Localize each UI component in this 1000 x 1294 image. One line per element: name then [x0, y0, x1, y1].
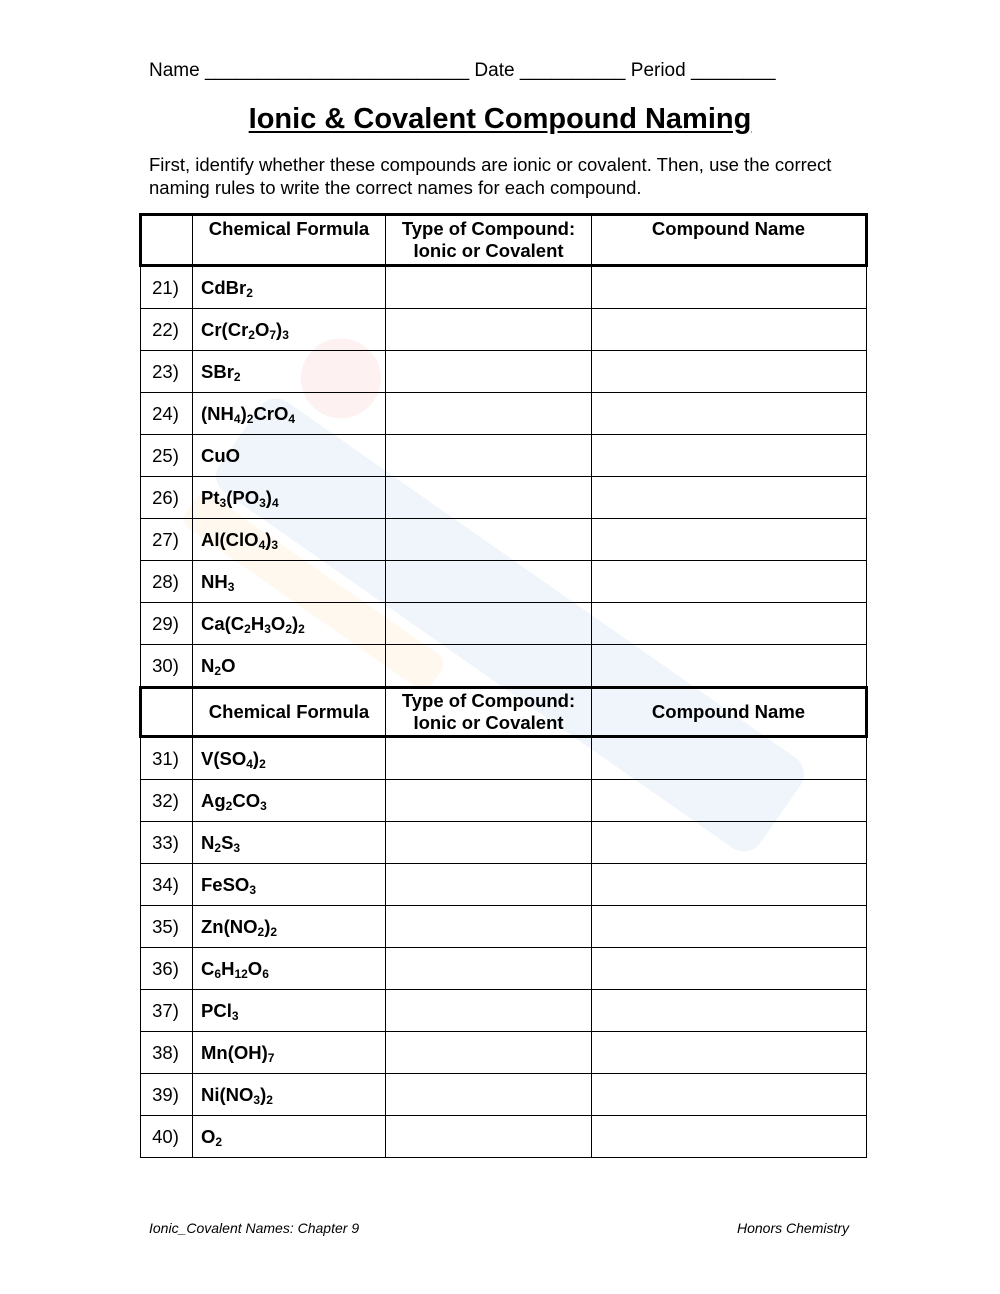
question-number: 38) [141, 1032, 193, 1074]
table-row [141, 864, 867, 906]
type-answer-cell[interactable] [386, 1032, 592, 1074]
formula-subscript: 2 [248, 327, 255, 342]
formula-text: CdBr [201, 276, 247, 298]
table-row [141, 561, 867, 603]
footer-course: Honors Chemistry [737, 1220, 850, 1236]
formula-text: (PO [226, 486, 260, 508]
table-row [141, 477, 867, 519]
formula-text: ) [265, 528, 272, 550]
chemical-formula [193, 351, 386, 393]
type-answer-cell[interactable] [386, 864, 592, 906]
formula-text: PCl [201, 999, 232, 1021]
formula-text: Pt [201, 486, 220, 508]
name-answer-cell[interactable] [592, 1116, 867, 1158]
table-row [141, 990, 867, 1032]
table-row [141, 603, 867, 645]
formula-subscript: 4 [246, 756, 253, 771]
formula-text: ) [264, 915, 271, 937]
formula-subscript: 2 [246, 411, 254, 426]
header-compound-name: Compound Name [592, 215, 867, 266]
type-answer-cell[interactable] [386, 603, 592, 645]
formula-subscript: 4 [258, 537, 266, 552]
formula-subscript: 3 [264, 621, 271, 636]
formula-subscript: 2 [214, 663, 222, 678]
name-answer-cell[interactable] [592, 1074, 867, 1116]
formula-text: CrO [253, 402, 289, 424]
formula-subscript: 3 [260, 798, 267, 813]
formula-text: (NH [201, 402, 234, 424]
type-answer-cell[interactable] [386, 737, 592, 780]
table-row [141, 351, 867, 393]
table-header-row [141, 215, 867, 266]
formula-subscript: 3 [249, 882, 257, 897]
formula-subscript: 6 [262, 966, 269, 981]
type-answer-cell[interactable] [386, 1116, 592, 1158]
chemical-formula [193, 906, 386, 948]
header-chemical-formula: Chemical Formula [193, 688, 386, 737]
formula-text: O [254, 318, 270, 340]
type-answer-cell[interactable] [386, 906, 592, 948]
header-number-cell [141, 215, 193, 266]
formula-subscript: 2 [233, 369, 241, 384]
header-type-of-compound [386, 688, 592, 737]
name-answer-cell[interactable] [592, 477, 867, 519]
type-answer-cell[interactable] [386, 1074, 592, 1116]
footer-chapter: Ionic_Covalent Names: Chapter 9 [149, 1220, 360, 1236]
chemical-formula [193, 1074, 386, 1116]
chemical-formula [193, 519, 386, 561]
question-number: 28) [141, 561, 193, 603]
formula-subscript: 2 [215, 1134, 223, 1149]
name-answer-cell[interactable] [592, 351, 867, 393]
formula-subscript: 3 [253, 1092, 261, 1107]
formula-subscript: 2 [285, 621, 292, 636]
table-header-row [141, 688, 867, 737]
formula-subscript: 3 [219, 495, 227, 510]
formula-text: Al(ClO [201, 528, 259, 550]
name-answer-cell[interactable] [592, 948, 867, 990]
name-answer-cell[interactable] [592, 309, 867, 351]
formula-text: NH [201, 570, 228, 592]
type-answer-cell[interactable] [386, 519, 592, 561]
question-number: 37) [141, 990, 193, 1032]
table-row [141, 1032, 867, 1074]
chemical-formula [193, 393, 386, 435]
type-answer-cell[interactable] [386, 561, 592, 603]
question-number: 29) [141, 603, 193, 645]
type-answer-cell[interactable] [386, 645, 592, 688]
question-number: 32) [141, 780, 193, 822]
name-answer-cell[interactable] [592, 561, 867, 603]
question-number: 31) [141, 737, 193, 780]
formula-text: Ni(NO [201, 1083, 254, 1105]
formula-text: H [221, 957, 235, 979]
formula-text: FeSO [201, 873, 250, 895]
page-title: Ionic & Covalent Compound Naming [248, 103, 752, 135]
name-answer-cell[interactable] [592, 603, 867, 645]
formula-text: ) [292, 612, 299, 634]
formula-text: CuO [201, 444, 241, 466]
formula-text: Ag [201, 789, 226, 811]
formula-text: O [201, 1125, 216, 1147]
formula-text: Cr(Cr [201, 318, 249, 340]
formula-text: N [201, 831, 215, 853]
table-row [141, 393, 867, 435]
question-number: 36) [141, 948, 193, 990]
name-date-period-line: Name _________________________ Date __________ Period ________ [149, 60, 776, 81]
formula-subscript: 3 [227, 579, 235, 594]
type-answer-cell[interactable] [386, 309, 592, 351]
question-number: 22) [141, 309, 193, 351]
type-answer-cell[interactable] [386, 990, 592, 1032]
name-answer-cell[interactable] [592, 435, 867, 477]
type-answer-cell[interactable] [386, 435, 592, 477]
formula-text: ) [260, 1083, 267, 1105]
formula-text: ) [252, 747, 260, 769]
question-number: 40) [141, 1116, 193, 1158]
type-answer-cell[interactable] [386, 351, 592, 393]
question-number: 33) [141, 822, 193, 864]
header-number-cell [141, 688, 193, 737]
formula-subscript: 2 [225, 798, 233, 813]
formula-text: O [247, 957, 263, 979]
question-number: 39) [141, 1074, 193, 1116]
name-answer-cell[interactable] [592, 780, 867, 822]
type-answer-cell[interactable] [386, 948, 592, 990]
question-number: 30) [141, 645, 193, 688]
chemical-formula [193, 948, 386, 990]
formula-text: Zn(NO [201, 915, 258, 937]
name-answer-cell[interactable] [592, 864, 867, 906]
table-row [141, 906, 867, 948]
header-type-line1: Type of Compound: [401, 690, 576, 711]
name-answer-cell[interactable] [592, 1032, 867, 1074]
table-row [141, 948, 867, 990]
name-answer-cell[interactable] [592, 645, 867, 688]
formula-text: N [201, 654, 215, 676]
formula-subscript: 2 [257, 924, 265, 939]
formula-text: O [221, 654, 236, 676]
formula-text: S [221, 831, 234, 853]
formula-subscript: 2 [266, 1092, 273, 1107]
formula-text: SBr [201, 360, 234, 382]
table-row [141, 309, 867, 351]
formula-subscript: 3 [231, 1008, 239, 1023]
question-number: 21) [141, 266, 193, 309]
type-answer-cell[interactable] [386, 266, 592, 309]
chemical-formula [193, 1116, 386, 1158]
name-answer-cell[interactable] [592, 990, 867, 1032]
formula-text: V(SO [201, 747, 247, 769]
formula-subscript: 12 [234, 966, 248, 981]
table-row [141, 822, 867, 864]
header-type-of-compound [386, 215, 592, 266]
chemical-formula [193, 603, 386, 645]
table-row [141, 435, 867, 477]
chemical-formula [193, 737, 386, 780]
header-type-line1: Type of Compound: [401, 218, 576, 239]
formula-subscript: 7 [267, 1050, 275, 1065]
chemical-formula [193, 309, 386, 351]
formula-text: C [201, 957, 215, 979]
formula-subscript: 3 [233, 840, 241, 855]
name-answer-cell[interactable] [592, 822, 867, 864]
question-number: 27) [141, 519, 193, 561]
formula-subscript: 2 [298, 621, 305, 636]
question-number: 24) [141, 393, 193, 435]
formula-text: ) [276, 318, 283, 340]
formula-subscript: 3 [282, 327, 289, 342]
table-row [141, 519, 867, 561]
formula-subscript: 2 [259, 756, 266, 771]
formula-subscript: 4 [288, 411, 296, 426]
table-row [141, 780, 867, 822]
formula-subscript: 4 [271, 495, 279, 510]
question-number: 25) [141, 435, 193, 477]
name-answer-cell[interactable] [592, 906, 867, 948]
chemical-formula [193, 780, 386, 822]
chemical-formula [193, 477, 386, 519]
compound-table [139, 213, 868, 1158]
type-answer-cell[interactable] [386, 822, 592, 864]
table-row [141, 737, 867, 780]
formula-subscript: 2 [270, 924, 278, 939]
question-number: 26) [141, 477, 193, 519]
header-compound-name: Compound Name [592, 688, 867, 737]
type-answer-cell[interactable] [386, 477, 592, 519]
formula-text: ) [265, 486, 272, 508]
table-row [141, 1116, 867, 1158]
formula-subscript: 3 [259, 495, 266, 510]
formula-text: O [270, 612, 286, 634]
name-answer-cell[interactable] [592, 393, 867, 435]
instructions: First, identify whether these compounds are ionic or covalent. Then, use the correct naming rules to write the correct names for each compound. [149, 154, 832, 198]
name-answer-cell[interactable] [592, 737, 867, 780]
chemical-formula [193, 1032, 386, 1074]
question-number: 35) [141, 906, 193, 948]
type-answer-cell[interactable] [386, 393, 592, 435]
chemical-formula [193, 266, 386, 309]
formula-subscript: 3 [271, 537, 279, 552]
table-row [141, 266, 867, 309]
chemical-formula [193, 864, 386, 906]
name-answer-cell[interactable] [592, 266, 867, 309]
chemical-formula [193, 435, 386, 477]
formula-subscript: 2 [244, 621, 251, 636]
formula-text: Ca(C [201, 612, 245, 634]
formula-text: CO [232, 789, 261, 811]
formula-subscript: 7 [269, 327, 277, 342]
name-answer-cell[interactable] [592, 519, 867, 561]
header-chemical-formula: Chemical Formula [193, 215, 386, 266]
question-number: 34) [141, 864, 193, 906]
table-row [141, 645, 867, 688]
formula-subscript: 4 [233, 411, 241, 426]
chemical-formula [193, 645, 386, 688]
header-type-line2: Ionic or Covalent [413, 240, 564, 261]
chemical-formula [193, 561, 386, 603]
formula-text: H [250, 612, 265, 634]
question-number: 23) [141, 351, 193, 393]
formula-text: ) [240, 402, 247, 424]
formula-subscript: 6 [214, 966, 222, 981]
header-type-line2: Ionic or Covalent [413, 712, 564, 733]
formula-subscript: 2 [214, 840, 222, 855]
table-row [141, 1074, 867, 1116]
chemical-formula [193, 990, 386, 1032]
formula-text: Mn(OH) [201, 1041, 268, 1063]
chemical-formula [193, 822, 386, 864]
formula-subscript: 2 [246, 285, 253, 300]
type-answer-cell[interactable] [386, 780, 592, 822]
